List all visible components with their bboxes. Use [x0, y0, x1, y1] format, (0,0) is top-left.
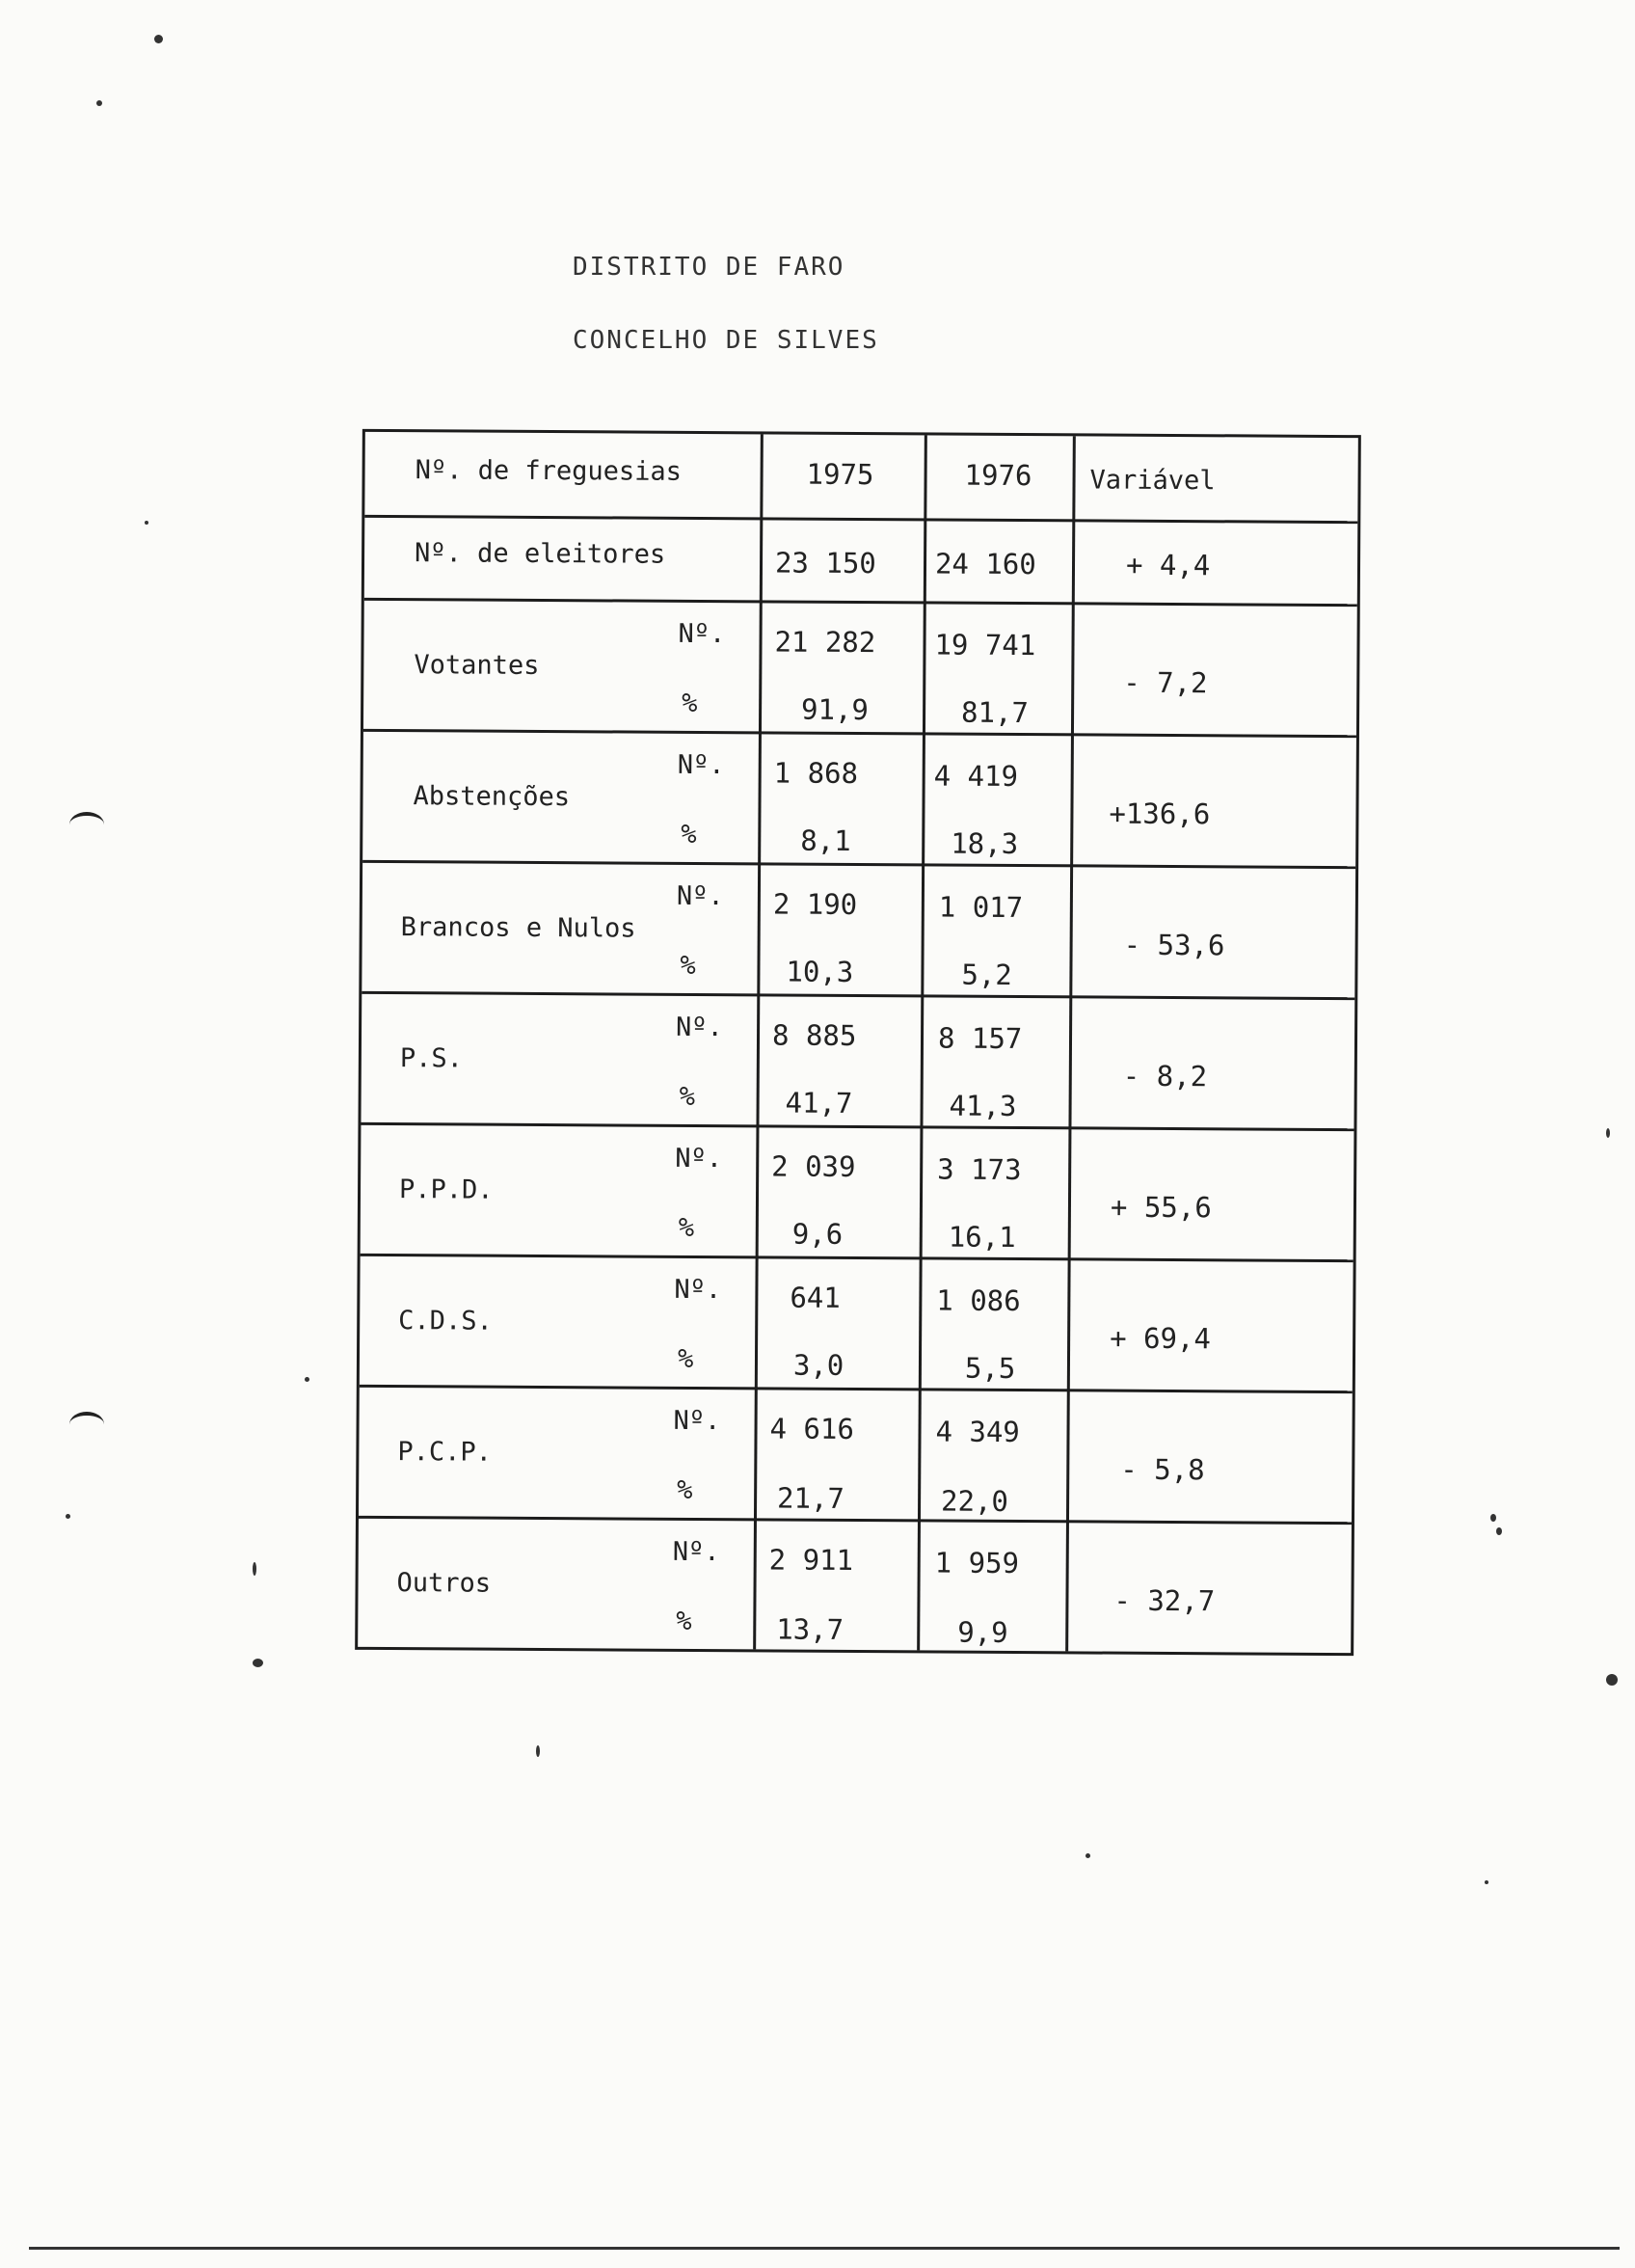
- scan-speck: [1606, 1674, 1618, 1686]
- scan-speck: [66, 1514, 70, 1519]
- number-1976: 19 741: [934, 628, 1036, 662]
- punch-hole-mark: [69, 812, 104, 837]
- electors-variation: + 4,4: [1125, 548, 1211, 582]
- row-divider: [364, 515, 1357, 524]
- electors-1975: 23 150: [774, 546, 876, 580]
- scan-speck: [305, 1377, 309, 1382]
- variation-value: - 7,2: [1123, 665, 1208, 700]
- variation-value: +136,6: [1109, 796, 1211, 831]
- percent-label: %: [677, 1343, 694, 1374]
- number-label: Nº.: [673, 1405, 721, 1437]
- percent-1976: 5,5: [964, 1351, 1016, 1386]
- number-1976: 1 086: [936, 1283, 1021, 1318]
- percent-label: %: [677, 1474, 693, 1505]
- variation-value: - 32,7: [1113, 1583, 1216, 1618]
- percent-1975: 8,1: [800, 824, 851, 857]
- number-label: Nº.: [674, 1274, 722, 1306]
- percent-label: %: [682, 688, 698, 718]
- number-1976: 8 157: [937, 1021, 1023, 1056]
- number-label: Nº.: [677, 749, 725, 781]
- row-divider: [362, 860, 1355, 869]
- number-1975: 21 282: [774, 625, 876, 660]
- percent-label: %: [680, 950, 696, 981]
- row-divider: [361, 1254, 1354, 1262]
- row-label: Brancos e Nulos: [400, 912, 636, 944]
- number-1976: 4 419: [933, 759, 1019, 794]
- number-label: Nº.: [672, 1536, 720, 1568]
- number-1975: 641: [790, 1281, 841, 1314]
- percent-1976: 5,2: [961, 958, 1012, 991]
- percent-1975: 13,7: [776, 1612, 844, 1646]
- number-label: Nº.: [675, 1012, 723, 1043]
- scan-speck: [1086, 1853, 1090, 1858]
- scan-speck: [1485, 1880, 1488, 1884]
- number-1975: 4 616: [769, 1412, 854, 1445]
- row-divider: [360, 1385, 1353, 1393]
- row-divider: [363, 729, 1356, 738]
- percent-1976: 16,1: [948, 1220, 1016, 1255]
- number-1976: 1 959: [934, 1546, 1020, 1580]
- variation-value: - 8,2: [1122, 1059, 1208, 1094]
- percent-1976: 81,7: [960, 695, 1030, 730]
- number-1975: 1 868: [773, 756, 859, 790]
- percent-label: %: [678, 1212, 695, 1243]
- row-label: C.D.S.: [398, 1306, 493, 1336]
- number-1975: 2 190: [772, 887, 858, 921]
- header-1976: 1976: [964, 458, 1032, 493]
- row-label: Votantes: [414, 650, 540, 681]
- row-label: Abstenções: [413, 781, 571, 813]
- percent-label: %: [676, 1606, 692, 1636]
- percent-label: %: [679, 1081, 696, 1112]
- row-label: P.S.: [399, 1043, 464, 1074]
- district-heading: DISTRITO DE FARO: [573, 253, 845, 282]
- row-label: Outros: [396, 1568, 492, 1599]
- percent-label: %: [681, 819, 697, 850]
- scan-speck: [145, 521, 148, 525]
- row-divider: [359, 1516, 1352, 1525]
- header-parishes: Nº. de freguesias: [415, 455, 683, 487]
- percent-1975: 9,6: [791, 1217, 844, 1251]
- variation-value: + 69,4: [1110, 1321, 1211, 1356]
- scan-speck: [253, 1659, 263, 1667]
- variation-value: + 55,6: [1110, 1190, 1212, 1225]
- scan-speck: [1490, 1514, 1496, 1522]
- scan-speck: [536, 1745, 540, 1757]
- percent-1975: 10,3: [786, 955, 854, 988]
- number-1975: 8 885: [771, 1018, 857, 1052]
- number-label: Nº.: [675, 1143, 723, 1174]
- column-divider: [753, 434, 764, 1649]
- variation-value: - 53,6: [1123, 928, 1225, 962]
- row-divider: [361, 1122, 1354, 1131]
- percent-1976: 9,9: [957, 1615, 1008, 1649]
- scan-speck: [96, 100, 102, 106]
- scan-speck: [1496, 1527, 1502, 1535]
- percent-1976: 22,0: [940, 1484, 1009, 1518]
- header-variation: Variável: [1089, 465, 1216, 497]
- percent-1976: 18,3: [951, 826, 1019, 861]
- number-1976: 1 017: [938, 890, 1024, 925]
- variation-value: - 5,8: [1120, 1452, 1205, 1487]
- municipality-heading: CONCELHO DE SILVES: [573, 326, 879, 355]
- number-1975: 2 039: [771, 1149, 856, 1183]
- row-divider: [362, 991, 1354, 1000]
- column-divider: [917, 435, 927, 1650]
- percent-1975: 3,0: [792, 1348, 844, 1382]
- number-label: Nº.: [676, 880, 724, 912]
- number-label: Nº.: [678, 618, 726, 650]
- number-1975: 2 911: [768, 1543, 854, 1577]
- column-divider: [1065, 436, 1076, 1651]
- electors-1976: 24 160: [934, 547, 1036, 581]
- page-bottom-rule: [29, 2247, 1620, 2250]
- row-label: P.C.P.: [397, 1437, 493, 1468]
- percent-1975: 91,9: [801, 692, 870, 727]
- percent-1976: 41,3: [949, 1089, 1017, 1123]
- row-divider: [364, 598, 1357, 607]
- scan-speck: [253, 1562, 256, 1576]
- number-1976: 3 173: [937, 1152, 1022, 1187]
- punch-hole-mark: [69, 1412, 104, 1437]
- percent-1975: 41,7: [785, 1086, 853, 1120]
- electors-label: Nº. de eleitores: [414, 538, 666, 570]
- scan-speck: [1606, 1128, 1610, 1138]
- percent-1975: 21,7: [777, 1481, 845, 1515]
- election-results-table: [355, 429, 1361, 1656]
- scan-speck: [154, 35, 163, 43]
- row-label: P.P.D.: [398, 1174, 494, 1205]
- number-1976: 4 349: [935, 1415, 1020, 1449]
- header-1975: 1975: [806, 457, 874, 492]
